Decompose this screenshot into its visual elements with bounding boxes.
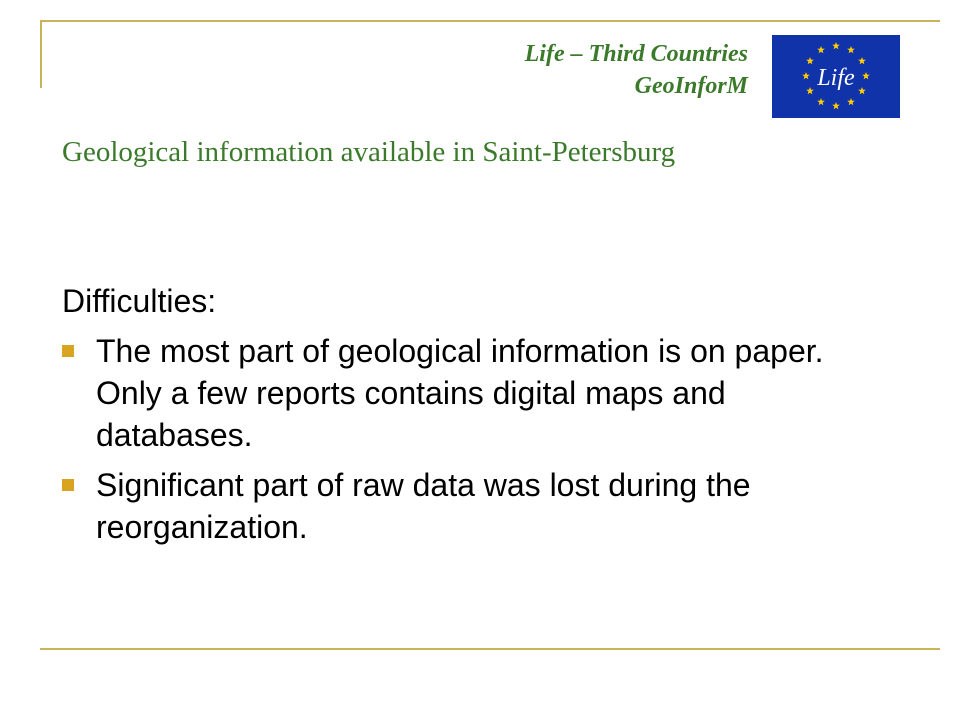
- frame-left-line: [40, 20, 42, 88]
- project-name: GeoInforM: [634, 73, 748, 99]
- frame-top-line: [40, 20, 940, 22]
- slide-content: [62, 280, 882, 556]
- program-title: Life – Third Countries: [524, 41, 748, 67]
- program-header: [525, 38, 748, 102]
- bullet-text: The most part of geological information is on paper. Only a few reports contains digital maps and databases.: [96, 333, 824, 453]
- section-heading: Difficulties:: [62, 283, 217, 319]
- eu-life-flag-icon: [772, 35, 900, 118]
- square-bullet-icon: [62, 479, 74, 491]
- list-item: [62, 330, 882, 456]
- square-bullet-icon: [62, 345, 74, 357]
- logo-text: Life: [817, 65, 855, 91]
- list-item: [62, 464, 882, 548]
- bullet-list: [62, 330, 882, 548]
- frame-bottom-line: [40, 648, 940, 650]
- bullet-text: Significant part of raw data was lost during the reorganization.: [96, 467, 751, 545]
- slide-subtitle: Geological information available in Saint-Petersburg: [62, 136, 676, 168]
